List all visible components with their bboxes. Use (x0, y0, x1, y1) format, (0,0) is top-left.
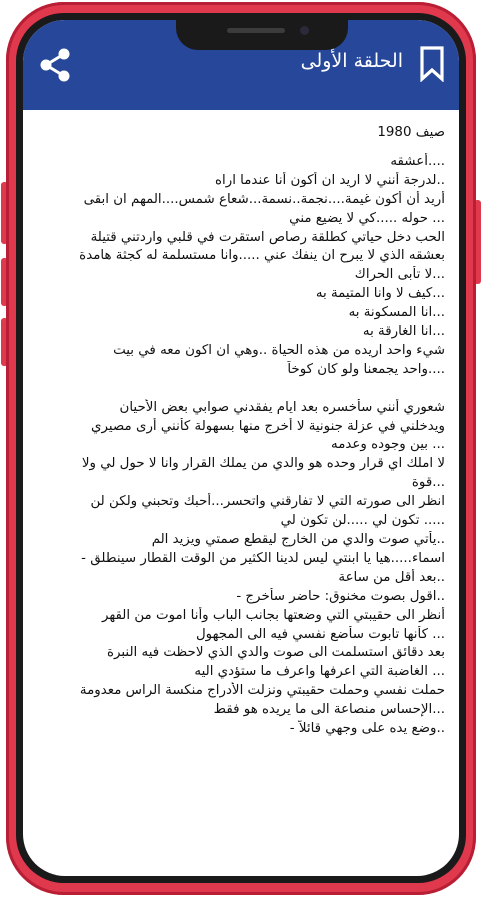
page-title: الحلقة الأولى (300, 50, 403, 72)
text-line: الحب دخل حياتي كطلقة رصاص استقرت في قلبي واردتني قتيلة (90, 229, 445, 245)
text-line: ...كيف لا وانا المتيمة به (315, 286, 445, 302)
chapter-heading: صيف 1980 (377, 125, 445, 140)
text-line: ويدخلني في عزلة جنونية لا أخرج منها بسهولة كأنني أرى مصيري (91, 418, 445, 434)
text-line: بعد دقائق استسلمت الى صوت والدي الذي لاحظت فيه النبرة (106, 645, 445, 661)
share-icon[interactable] (39, 48, 71, 82)
text-line: ..اقول بصوت مخنوق: حاضر سأخرج - (236, 588, 445, 604)
text-line: ..يأتي صوت والدي من الخارج ليقطع صمتي ويزيد الم (151, 532, 445, 548)
speaker-grille (227, 28, 285, 33)
text-line: لا املك اي قرار وحده هو والدي من يملك القرار وانا لا حول لي ولا (81, 456, 445, 472)
text-line: ...لا تأبى الحراك (354, 267, 445, 283)
text-line: ... حوله .....كي لا يضيع مني (289, 210, 445, 226)
text-line: شيء واحد اريده من هذه الحياة ..وهي ان اكون معه في بيت (113, 342, 445, 358)
text-line: انظر الى صورته التي لا تفارقني واتحسر...أحبك وتحبني ولكن لن (90, 494, 445, 510)
text-line: ...انا المسكونة به (348, 305, 445, 321)
text-line: ...انا الغارقة به (362, 324, 445, 340)
text-line (41, 380, 445, 399)
chapter-body (41, 153, 445, 739)
text-line: اسماء.....هيا يا ابنتي ليس لدينا الكثير من الوقت القطار سينطلق - (81, 550, 445, 566)
text-line: ... بين وجوده وعدمه (331, 437, 445, 453)
chapter-text (41, 124, 445, 739)
text-line: حملت نفسي وحملت حقيبتي ونزلت الأدراج منكسة الراس معدومة (79, 683, 445, 699)
text-line: شعوري أنني سأخسره بعد ايام يفقدني صوابي بعض الأحيان (119, 399, 445, 415)
text-line: ..وضع يده على وجهي قائلاً - (289, 721, 445, 737)
text-line: أريد أن أكون غيمة....نجمة..نسمة...شعاع شمس....المهم ان ابقى (83, 191, 445, 207)
text-line: ...الإحساس منصاعة الى ما يريده هو فقط (213, 702, 445, 718)
text-line: أنظر الى حقيبتي التي وضعتها بجانب الباب وأنا اموت من القهر (101, 607, 445, 623)
notch (176, 20, 348, 50)
text-line: ...قوة (411, 475, 445, 491)
front-camera (300, 26, 309, 35)
text-line: ....واحد يجمعنا ولو كان كوخاً (287, 361, 445, 377)
phone-screen (23, 20, 459, 876)
text-line: ....أعشقه (390, 153, 445, 169)
bookmark-icon[interactable] (419, 46, 445, 82)
text-line: ..بعد أقل من ساعة (338, 569, 445, 585)
text-line: ... كأنها تابوت سأضع نفسي فيه الى المجهول (195, 626, 445, 642)
text-line: ..... تكون لي .....لن تكون لي (280, 513, 445, 529)
text-line: بعشقه الذي لا يبرح ان ينفك عني .....وانا مستسلمة له كجثة هامدة (79, 248, 445, 264)
text-line: ... الغاضبة التي اعرفها واعرف ما ستؤدي اليه (194, 664, 445, 680)
text-line: ..لدرجة أنني لا اريد ان أكون أنا عندما اراه (215, 172, 445, 188)
